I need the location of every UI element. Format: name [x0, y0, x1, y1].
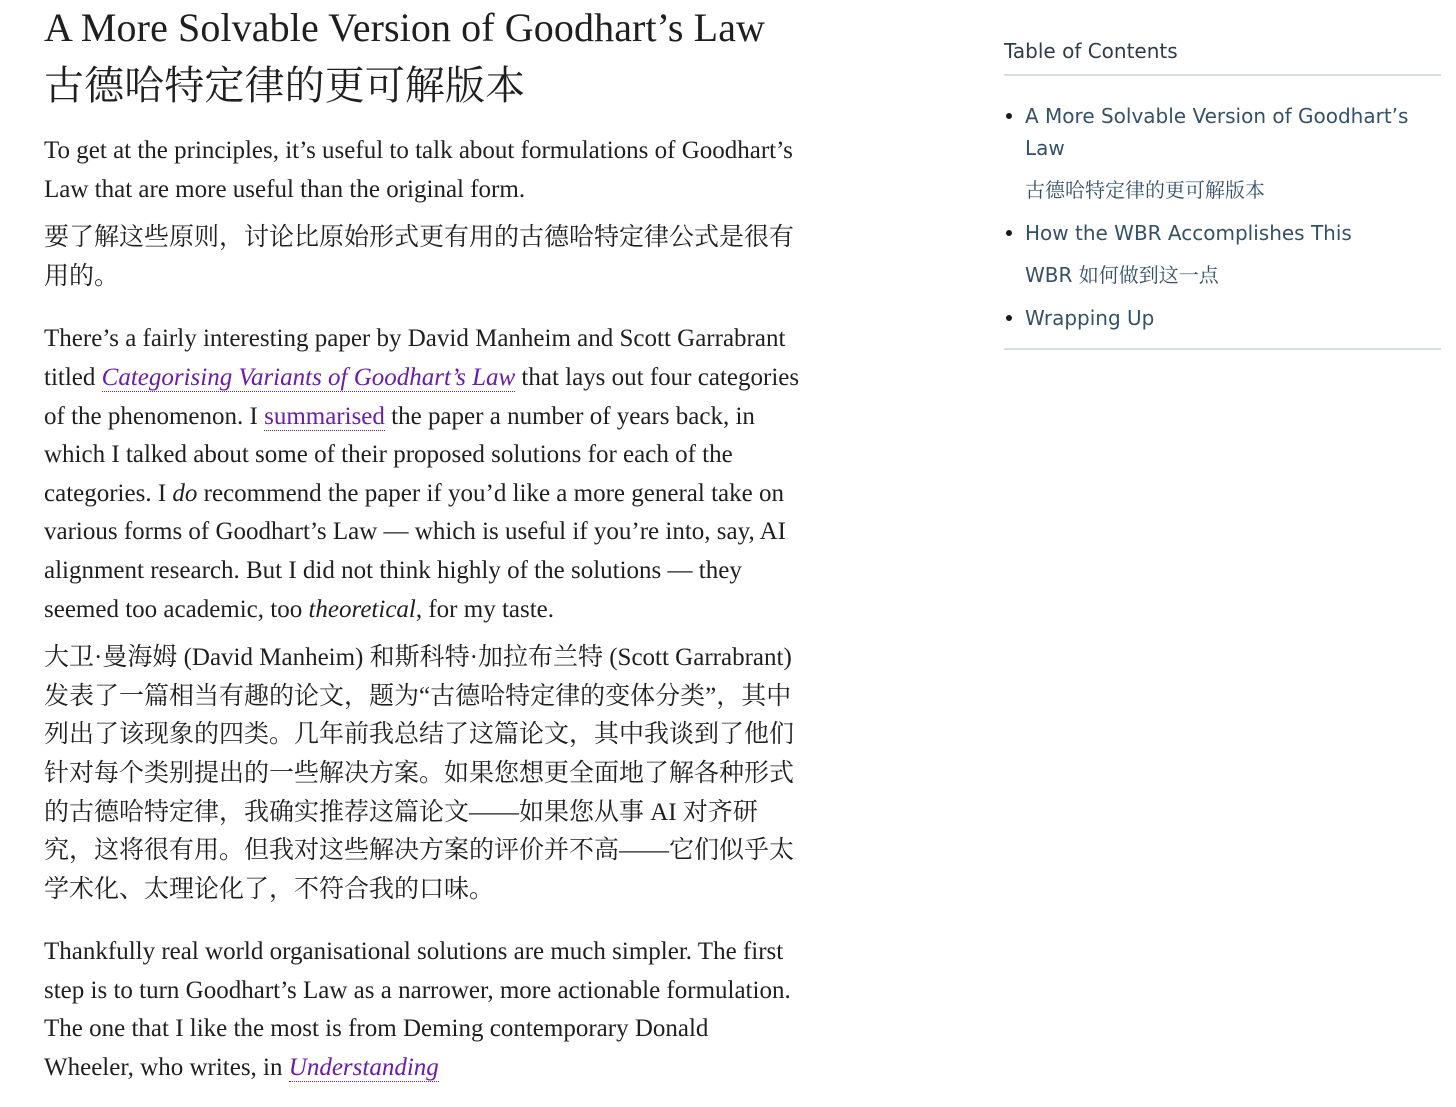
- toc-link-wbr-zh[interactable]: WBR 如何做到这一点: [1025, 263, 1219, 287]
- section-title-zh: 古德哈特定律的更可解版本: [44, 63, 526, 108]
- paragraph-solutions: [44, 933, 804, 1087]
- paragraph-text: that lays out four categories of the phenomenon. I: [44, 363, 800, 430]
- paragraph-text: , for my taste.: [415, 595, 555, 623]
- summary-link[interactable]: summarised: [264, 402, 385, 430]
- table-of-contents: [1004, 32, 1441, 350]
- paragraph-paper-zh: 大卫·曼海姆 (David Manheim) 和斯科特·加拉布兰特 (Scott Garrabrant) 发表了一篇相当有趣的论文，题为“古德哈特定律的变体分类”，其中列出了该现象的四类。几年前我总结了这篇论文，其中我谈到了他们针对每个类别提出的一些解决方案。如果您想更全面地了解各种形式的古德哈特定律，我确实推荐这篇论文——如果您从事 AI 对齐研究，这将很有用。但我对这些解决方案的评价并不高——它们似乎太学术化、太理论化了，不符合我的口味。: [44, 644, 795, 903]
- toc-item-wrapping-up: [1004, 302, 1441, 334]
- paragraph-intro: To get at the principles, it’s useful to talk about formulations of Goodhart’s Law that are more useful than the original form.: [44, 137, 793, 203]
- paragraph-text: Thankfully real world organisational solutions are much simpler. The first step is to turn Goodhart’s Law as a narrower, more actionable formulation. The one that I like the most is from Deming contemporary Donald Wheeler, who writes, in: [44, 938, 791, 1082]
- toc-item-goodhart: [1004, 100, 1441, 164]
- section-title-en: A More Solvable Version of Goodhart’s Law: [44, 5, 766, 50]
- paper-link[interactable]: Categorising Variants of Goodhart’s Law: [101, 363, 516, 391]
- paragraph-intro-zh: 要了解这些原则，讨论比原始形式更有用的古德哈特定律公式是很有用的。: [44, 224, 795, 290]
- paragraph-text: recommend the paper if you’d like a more general take on various forms of Goodhart’s Law — which is useful if you’re into, say, AI alignment research. But I did not think highly of the solutions — they seemed too academic, too: [44, 479, 786, 623]
- toc-link-wbr[interactable]: How the WBR Accomplishes This: [1025, 221, 1352, 245]
- paragraph-text: There’s a fairly interesting paper by David Manheim and Scott Garrabrant titled: [44, 325, 786, 391]
- toc-title: Table of Contents: [1004, 32, 1441, 76]
- understanding-link[interactable]: Understanding: [288, 1054, 439, 1082]
- bullet-icon: [1006, 315, 1012, 321]
- toc-link-wrapping-up[interactable]: Wrapping Up: [1025, 306, 1155, 330]
- bullet-icon: [1006, 113, 1012, 119]
- paragraph-paper: [44, 320, 804, 629]
- toc-list: [1004, 76, 1441, 350]
- emphasis-text: theoretical: [308, 595, 416, 623]
- emphasis-text: do: [172, 479, 198, 507]
- toc-link-goodhart-zh[interactable]: 古德哈特定律的更可解版本: [1025, 178, 1265, 202]
- bullet-icon: [1006, 230, 1012, 236]
- article: [44, 0, 804, 1088]
- toc-item-wbr: [1004, 217, 1441, 249]
- paragraph-text: the paper a number of years back, in which I talked about some of their proposed solutions for each of the categories. I: [44, 402, 755, 507]
- toc-link-goodhart[interactable]: A More Solvable Version of Goodhart’s Law: [1025, 104, 1409, 160]
